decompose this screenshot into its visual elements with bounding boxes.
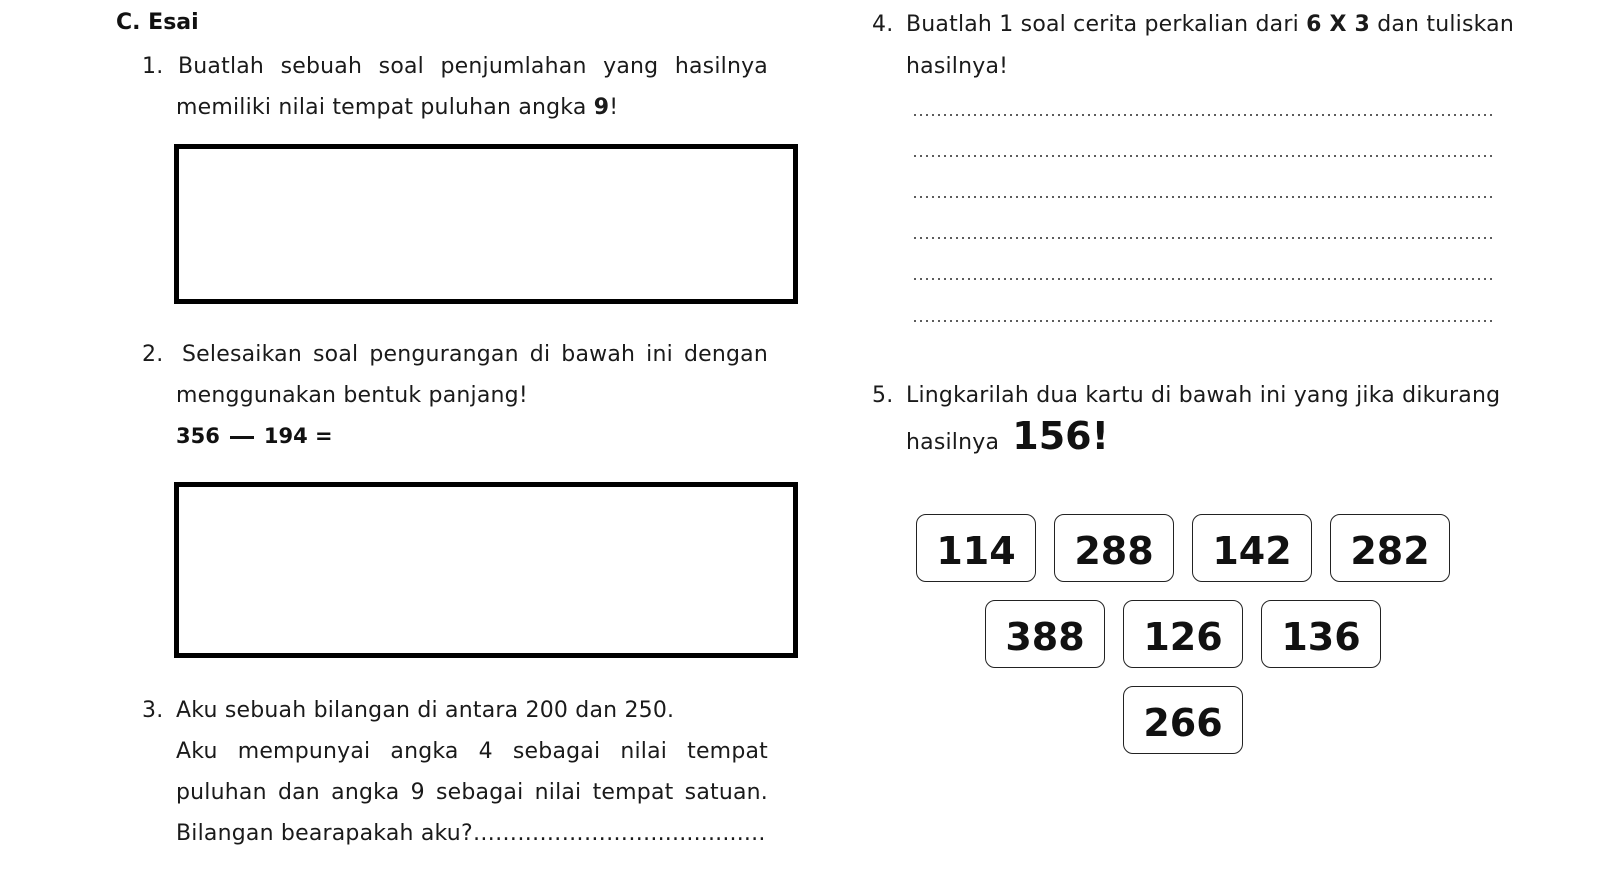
q2-equation: [176, 424, 333, 448]
q4-line1-text: Buatlah 1 soal cerita perkalian dari: [906, 12, 1307, 37]
q2-eq-right: 194 =: [263, 424, 333, 448]
q5-line2: [906, 414, 1109, 458]
q2-number: 2.: [142, 342, 164, 367]
q1-line1: Buatlah sebuah soal penjumlahan yang hasilnya: [178, 54, 768, 79]
q4-line2: hasilnya!: [906, 54, 1009, 79]
q2-answer-box[interactable]: [174, 482, 798, 658]
q3-line2: Aku mempunyai angka 4 sebagai nilai tempat: [176, 739, 768, 764]
q4-line1-end: dan tuliskan: [1370, 12, 1515, 37]
answer-dotted-line[interactable]: [912, 196, 1495, 198]
q3-number: 3.: [142, 698, 164, 723]
q3-line3: puluhan dan angka 9 sebagai nilai tempat satuan.: [176, 780, 768, 805]
number-card[interactable]: 388: [985, 600, 1105, 668]
q5-line2-text: hasilnya: [906, 430, 1000, 455]
answer-dotted-line[interactable]: [912, 114, 1495, 116]
number-card[interactable]: 288: [1054, 514, 1174, 582]
answer-dotted-line[interactable]: [912, 320, 1495, 322]
q4-expression: 6 X 3: [1306, 12, 1370, 37]
q5-line1: Lingkarilah dua kartu di bawah ini yang jika dikurang: [906, 383, 1501, 408]
number-card[interactable]: 136: [1261, 600, 1381, 668]
number-card[interactable]: 142: [1192, 514, 1312, 582]
q1-answer-box[interactable]: [174, 144, 798, 304]
number-card[interactable]: 266: [1123, 686, 1243, 754]
q2-eq-left: 356: [176, 424, 220, 448]
number-card[interactable]: 282: [1330, 514, 1450, 582]
q4-line1: [906, 12, 1514, 37]
answer-dotted-line[interactable]: [912, 278, 1495, 280]
answer-dotted-line[interactable]: [912, 155, 1495, 157]
number-card[interactable]: 126: [1123, 600, 1243, 668]
answer-dotted-line[interactable]: [912, 237, 1495, 239]
q1-line2-end: !: [609, 95, 619, 120]
target-number: 156!: [1012, 414, 1109, 458]
q3-line1: Aku sebuah bilangan di antara 200 dan 250.: [176, 698, 675, 723]
q1-line2: [176, 95, 618, 120]
minus-sign: [230, 436, 254, 439]
q1-number: 1.: [142, 54, 164, 79]
q5-number: 5.: [872, 383, 894, 408]
q1-line2-text: memiliki nilai tempat puluhan angka: [176, 95, 594, 120]
q1-digit: 9: [593, 95, 610, 120]
number-card[interactable]: 114: [916, 514, 1036, 582]
section-title: C. Esai: [116, 10, 199, 35]
q2-line1: Selesaikan soal pengurangan di bawah ini dengan: [182, 342, 768, 367]
q4-number: 4.: [872, 12, 894, 37]
q2-line2: menggunakan bentuk panjang!: [176, 383, 528, 408]
q3-line4: Bilangan bearapakah aku?……………………................: [176, 821, 766, 846]
